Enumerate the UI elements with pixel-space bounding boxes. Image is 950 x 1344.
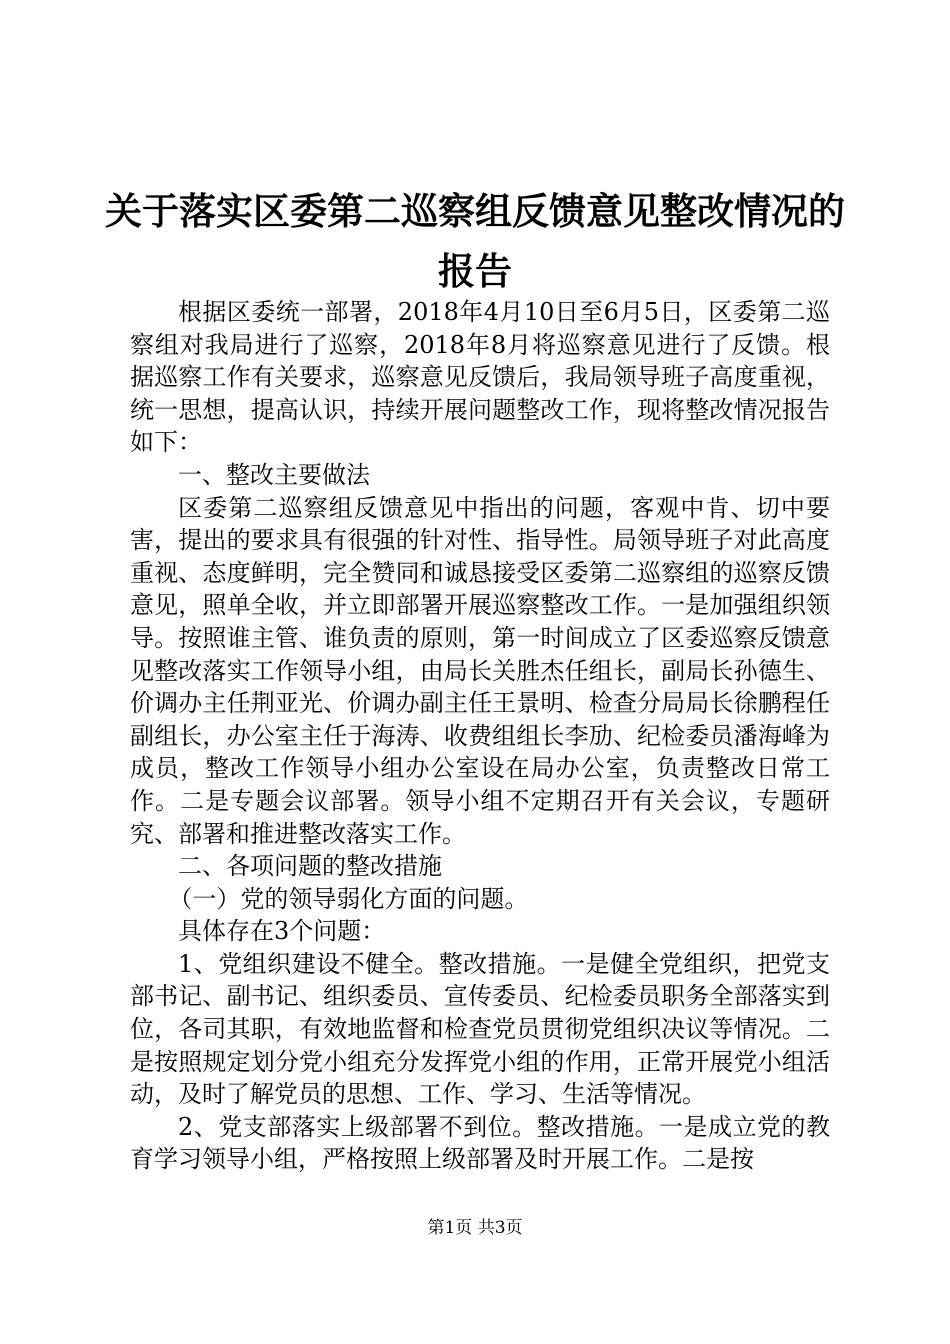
subsection-heading-1: （一）党的领导弱化方面的问题。: [168, 884, 529, 913]
section-heading-2: 二、各项问题的整改措施: [178, 852, 442, 881]
paragraph-item-1: 1、党组织建设不健全。整改措施。一是健全党组织，把党支部书记、副书记、组织委员、宣传委员、纪检委员职务全部落实到位，各司其职，有效地监督和检查党员贯彻党组织决议等情况。二是按照规定划分党小组充分发挥党小组的作用，正常开展党小组活动，及时了解党员的思想、工作、学习、生活等情况。: [130, 949, 830, 1109]
paragraph-section-1: 区委第二巡察组反馈意见中指出的问题，客观中肯、切中要害，提出的要求具有很强的针对性、指导性。局领导班子对此高度重视、态度鲜明，完全赞同和诚恳接受区委第二巡察组的巡察反馈意见，照单全收，并立即部署开展巡察整改工作。一是加强组织领导。按照谁主管、谁负责的原则，第一时间成立了区委巡察反馈意见整改落实工作领导小组，由局长关胜杰任组长，副局长孙德生、价调办主任荆亚光、价调办副主任王景明、检查分局局长徐鹏程任副组长，办公室主任于海涛、收费组组长李劢、纪检委员潘海峰为成员，整改工作领导小组办公室设在局办公室，负责整改日常工作。二是专题会议部署。领导小组不定期召开有关会议，专题研究、部署和推进整改落实工作。: [130, 493, 830, 848]
document-body: [130, 296, 830, 1176]
page-footer: 第1页 共3页: [427, 1218, 523, 1238]
document-title-line-2: 报告: [438, 249, 512, 293]
document-title-line-1: 关于落实区委第二巡察组反馈意见整改情况的: [105, 189, 845, 233]
section-heading-1: 一、整改主要做法: [178, 460, 370, 489]
paragraph-problem-count: 具体存在3个问题：: [178, 917, 386, 946]
paragraph-item-2: 2、党支部落实上级部署不到位。整改措施。一是成立党的教育学习领导小组，严格按照上级部署及时开展工作。二是按: [130, 1112, 830, 1174]
paragraph-intro: 根据区委统一部署，2018年4月10日至6月5日，区委第二巡察组对我局进行了巡察，2018年8月将巡察意见进行了反馈。根据巡察工作有关要求，巡察意见反馈后，我局领导班子高度重视，统一思想，提高认识，持续开展问题整改工作，现将整改情况报告如下：: [130, 298, 830, 457]
